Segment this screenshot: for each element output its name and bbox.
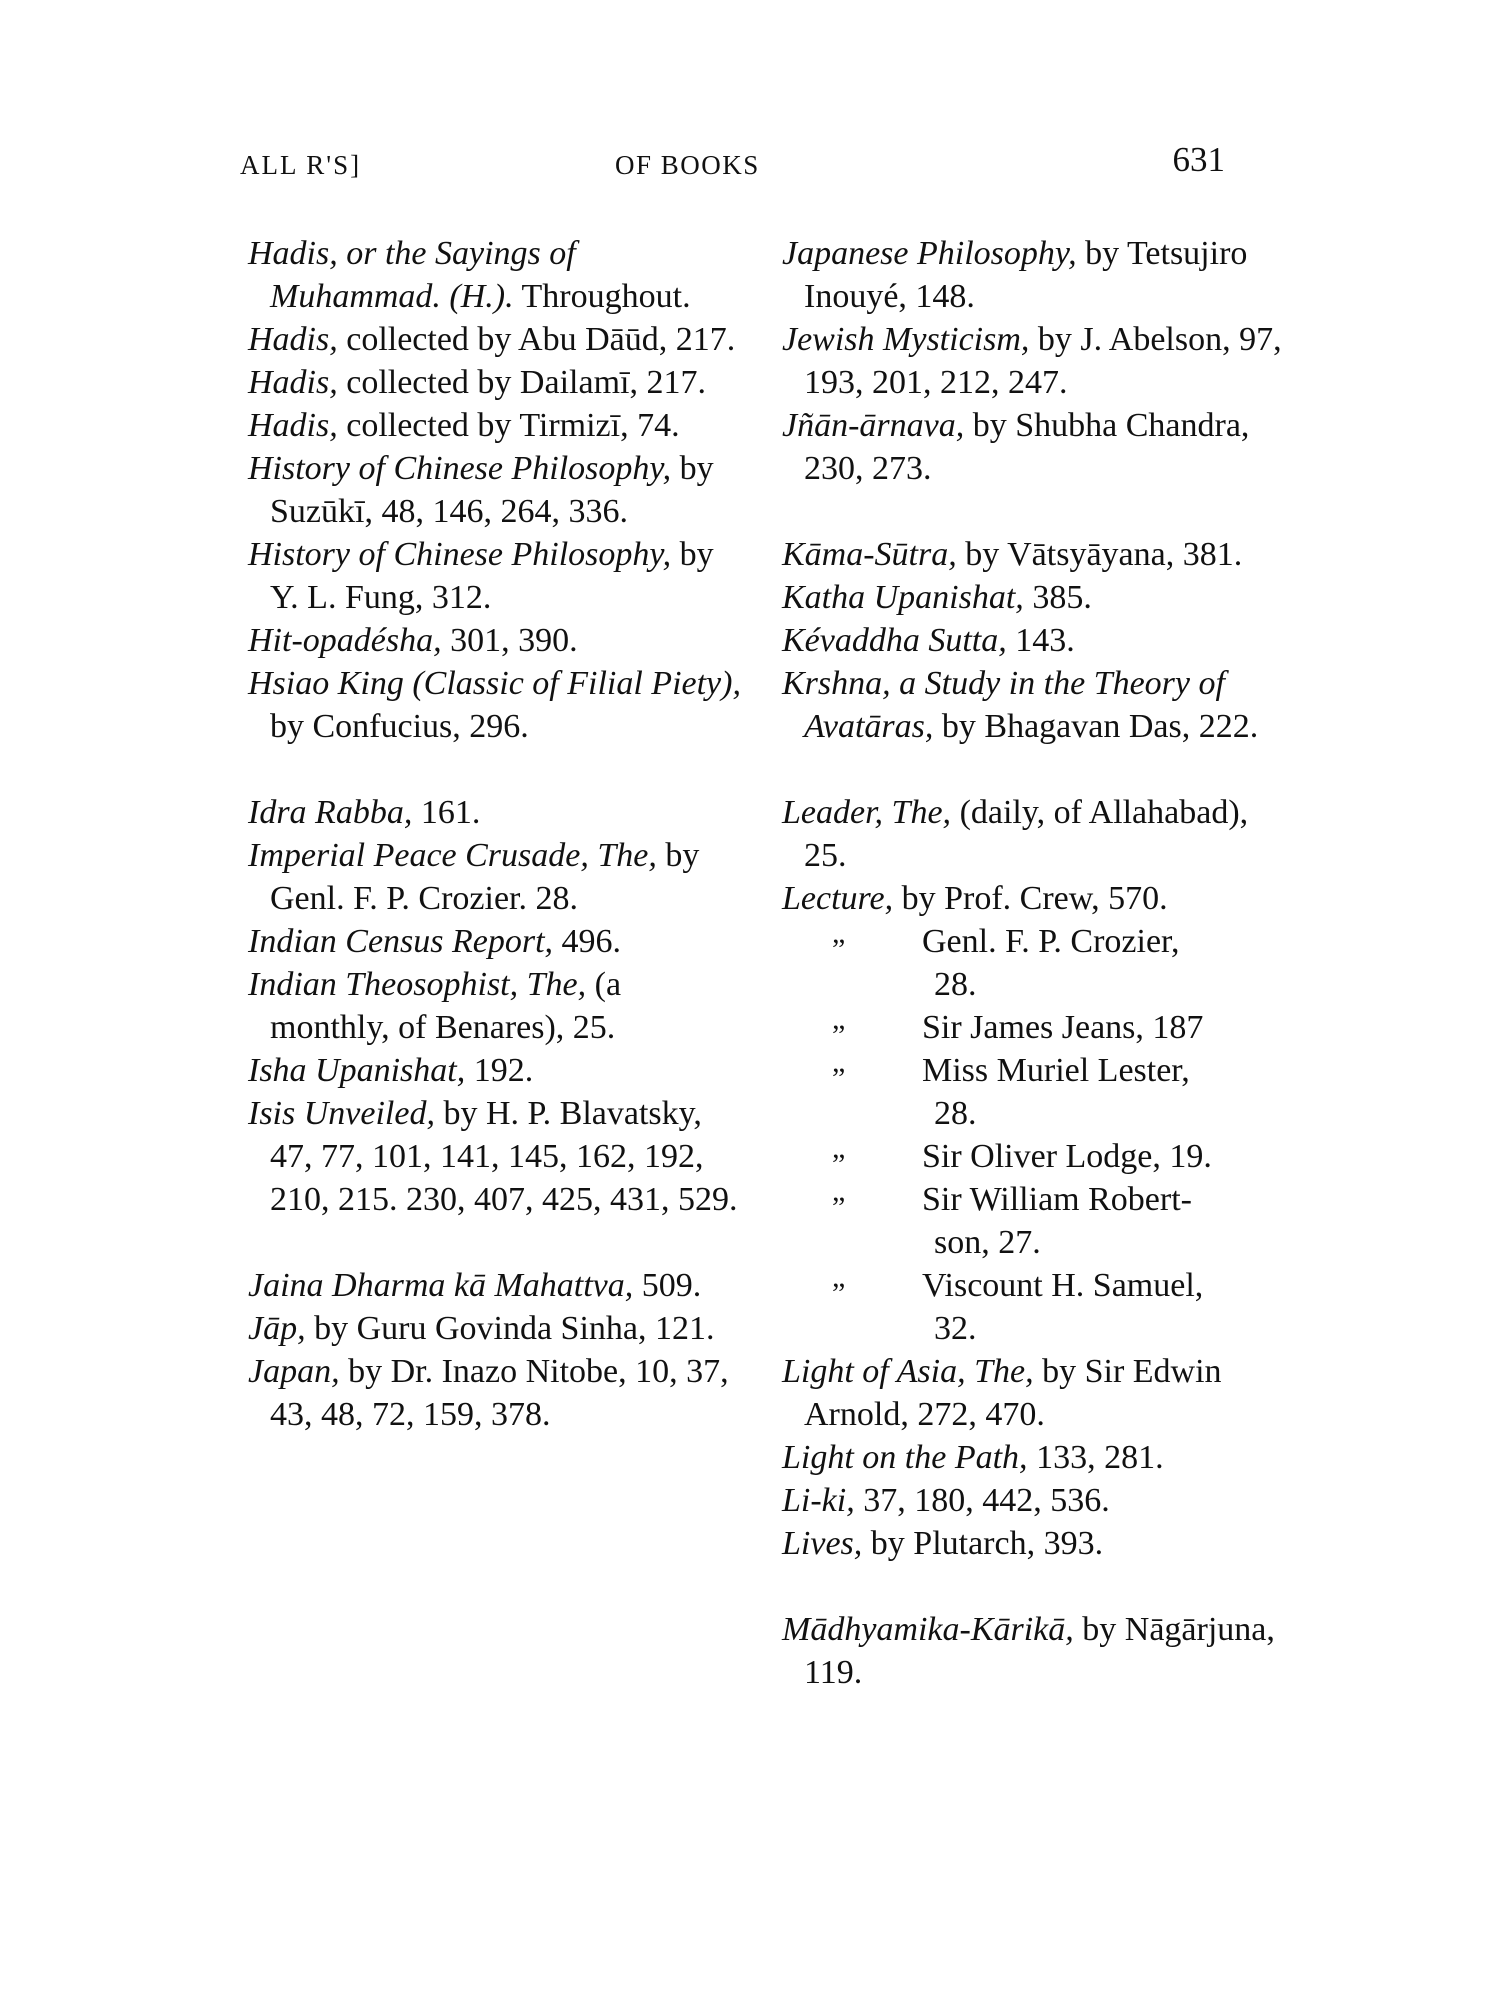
entry-details: by Confucius, 296. [270, 708, 529, 745]
lecture-subentry [782, 1178, 1282, 1264]
subentry-line: Genl. F. P. Crozier, [922, 923, 1180, 960]
entry-details: 37, 180, 442, 536. [854, 1482, 1110, 1519]
entry-title: Japan, [248, 1353, 340, 1390]
index-entry [782, 232, 1282, 318]
entry-title: History of Chinese Philosophy, [248, 536, 672, 573]
index-entry [248, 404, 748, 447]
lecture-subentry [782, 1135, 1282, 1181]
index-entry [782, 533, 1282, 576]
entry-details: Throughout. [513, 278, 691, 315]
entry-details: by J. Abelson, 97, 193, 201, 212, 247. [804, 321, 1282, 401]
index-entry [248, 920, 748, 963]
index-entry [248, 834, 748, 920]
index-column-right [782, 232, 1282, 1694]
entry-details: 143. [1006, 622, 1075, 659]
index-entry [782, 619, 1282, 662]
entry-title: Krshna, a Study in the Theory of Avatāras, [782, 665, 1225, 745]
entry-title: Leader, The, [782, 794, 952, 831]
subentry-line: Sir William Robert- [922, 1181, 1192, 1218]
index-entry [782, 1608, 1282, 1694]
entry-title: Hit-opadésha, [248, 622, 442, 659]
page-header [240, 140, 1240, 200]
entry-details: by Guru Govinda Sinha, 121. [305, 1310, 715, 1347]
index-entry [248, 963, 748, 1049]
entry-details: by Dr. Inazo Nitobe, 10, 37, 43, 48, 72, 159, 378. [270, 1353, 729, 1433]
entry-title: Jāp, [248, 1310, 306, 1347]
entry-title: Indian Census Report, [248, 923, 554, 960]
subentry-continuation: son, 27. [934, 1224, 1041, 1261]
running-head-center: OF BOOKS [615, 150, 760, 180]
index-entry [248, 1092, 748, 1221]
ditto-mark: ” [832, 1277, 846, 1310]
index-entry [248, 1307, 748, 1350]
index-entry [248, 1049, 748, 1092]
index-entry [782, 1350, 1282, 1436]
subentry-continuation: 28. [934, 966, 977, 1003]
entry-title: Jaina Dharma kā Mahattva, [248, 1267, 634, 1304]
index-entry [782, 1522, 1282, 1565]
lecture-subentry [782, 1264, 1282, 1350]
entry-title: Hadis, or the Sayings of Muhammad. (H.). [248, 235, 576, 315]
index-entry [782, 791, 1282, 877]
entry-title: Hadis, [248, 407, 338, 444]
index-entry [782, 877, 1282, 920]
ditto-mark: ” [832, 1019, 846, 1052]
ditto-mark: ” [832, 933, 846, 966]
entry-details: by Suzūkī, 48, 146, 264, 336. [270, 450, 714, 530]
entry-title: Idra Rabba, [248, 794, 413, 831]
index-entry [248, 361, 748, 404]
entry-details: 509. [633, 1267, 702, 1304]
entry-title: Isha Upanishat, [248, 1052, 466, 1089]
index-entry [248, 1264, 748, 1307]
index-entry [782, 576, 1282, 619]
entry-details: by Genl. F. P. Crozier. 28. [270, 837, 700, 917]
index-entry [782, 1479, 1282, 1522]
index-entry [248, 791, 748, 834]
entry-title: Lives, [782, 1525, 863, 1562]
ditto-mark: ” [832, 1191, 846, 1224]
entry-title: Jewish Mysticism, [782, 321, 1030, 358]
lecture-subentries [782, 920, 1282, 1350]
subentry-continuation: 32. [934, 1310, 977, 1347]
index-entry [248, 662, 748, 748]
entry-details: by Y. L. Fung, 312. [270, 536, 714, 616]
entry-title: Li-ki, [782, 1482, 855, 1519]
entry-details: by Bhagavan Das, 222. [933, 708, 1259, 745]
entry-details: collected by Dailamī, 217. [337, 364, 706, 401]
index-entry [782, 662, 1282, 748]
entry-details: 301, 390. [441, 622, 578, 659]
lecture-subentry [782, 1006, 1282, 1052]
index-entry [248, 447, 748, 533]
entry-details: by Plutarch, 393. [862, 1525, 1104, 1562]
entry-title: History of Chinese Philosophy, [248, 450, 672, 487]
entry-details: collected by Abu Dāūd, 217. [337, 321, 736, 358]
entry-details: by Nāgārjuna, 119. [804, 1611, 1275, 1691]
entry-title: Hadis, [248, 321, 338, 358]
subentry-continuation: 28. [934, 1095, 977, 1132]
entry-title: Katha Upanishat, [782, 579, 1024, 616]
lecture-subentry [782, 1049, 1282, 1135]
entry-title: Mādhyamika-Kārikā, [782, 1611, 1074, 1648]
entry-title: Kévaddha Sutta, [782, 622, 1007, 659]
entry-title: Indian Theosophist, The, [248, 966, 587, 1003]
entry-details: 385. [1023, 579, 1092, 616]
subentry-line: Sir James Jeans, 187 [922, 1009, 1204, 1046]
index-entry [248, 619, 748, 662]
index-right-top [782, 232, 1282, 920]
entry-title: Light of Asia, The, [782, 1353, 1034, 1390]
subentry-line: Viscount H. Samuel, [922, 1267, 1204, 1304]
entry-title: Imperial Peace Crusade, The, [248, 837, 657, 874]
entry-details: (a monthly, of Benares), 25. [270, 966, 622, 1046]
ditto-mark: ” [832, 1148, 846, 1181]
index-entry [248, 1350, 748, 1436]
entry-details: (daily, of Allahabad), 25. [804, 794, 1249, 874]
entry-details: 133, 281. [1027, 1439, 1164, 1476]
entry-title: Japanese Philosophy, [782, 235, 1077, 272]
index-entry [782, 318, 1282, 404]
subentry-line: Miss Muriel Lester, [922, 1052, 1190, 1089]
entry-title: Kāma-Sūtra, [782, 536, 957, 573]
entry-details: by Tetsujiro Inouyé, 148. [804, 235, 1248, 315]
index-entry [248, 318, 748, 361]
running-head-left: ALL R'S] [240, 150, 362, 180]
entry-details: 161. [412, 794, 481, 831]
lecture-subentry [782, 920, 1282, 1006]
entry-details: 192. [465, 1052, 534, 1089]
index-entry [782, 404, 1282, 490]
ditto-mark: ” [832, 1062, 846, 1095]
entry-title: Hsiao King (Classic of Filial Piety), [248, 665, 741, 702]
index-entry [782, 1436, 1282, 1479]
entry-title: Hadis, [248, 364, 338, 401]
index-column-left [248, 232, 748, 1436]
subentry-line: Sir Oliver Lodge, 19. [922, 1138, 1212, 1175]
index-right-bottom [782, 1350, 1282, 1694]
entry-details: by Prof. Crew, 570. [893, 880, 1168, 917]
page-number: 631 [1172, 140, 1225, 179]
entry-title: Jñān-ārnava, [782, 407, 965, 444]
entry-details: by H. P. Blavatsky, 47, 77, 101, 141, 145, 162, 192, 210, 215. 230, 407, 425, 431, 529. [270, 1095, 738, 1218]
entry-title: Lecture, [782, 880, 894, 917]
entry-details: collected by Tirmizī, 74. [337, 407, 680, 444]
entry-details: by Shubha Chandra, 230, 273. [804, 407, 1250, 487]
entry-title: Isis Unveiled, [248, 1095, 435, 1132]
entry-details: by Vātsyāyana, 381. [956, 536, 1243, 573]
entry-details: by Sir Edwin Arnold, 272, 470. [804, 1353, 1222, 1433]
index-entry [248, 232, 748, 318]
entry-details: 496. [553, 923, 622, 960]
entry-title: Light on the Path, [782, 1439, 1028, 1476]
index-entry [248, 533, 748, 619]
